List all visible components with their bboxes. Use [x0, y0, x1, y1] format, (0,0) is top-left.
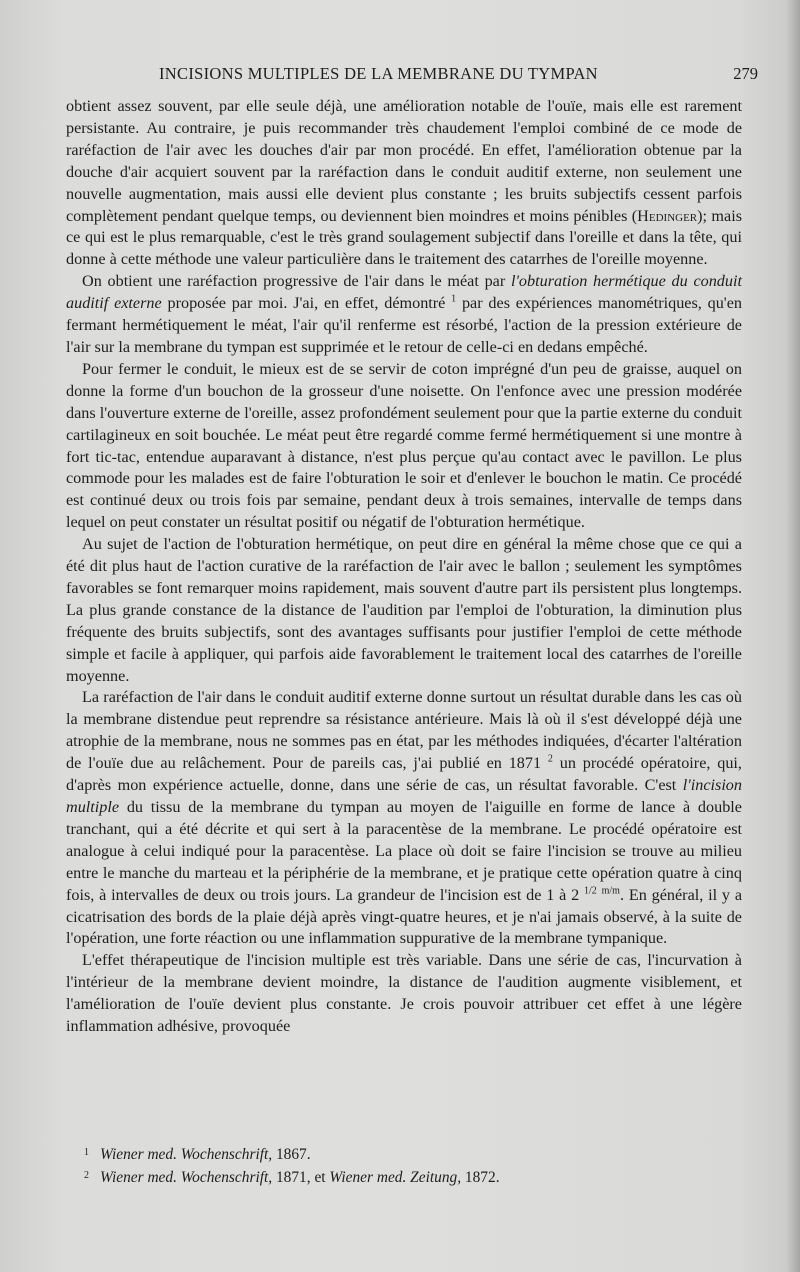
- footnote-2: [84, 1165, 724, 1188]
- paragraph-2-text-b: proposée par moi. J'ai, en effet, démontré: [161, 294, 452, 313]
- paragraph-5-text-d: . En général, il y a cicatrisation des bords de la plaie déjà après vingt-quatre heures, et je n'ai jamais observé, à la suite de l'opération, une forte réaction ou une inflammation suppurative de la membrane tympanique.: [66, 885, 742, 948]
- paragraph-3: Pour fermer le conduit, le mieux est de se servir de coton imprégné d'un peu de graisse, auquel on donne la forme d'un bouchon de la grosseur d'une noisette. On l'enfonce avec une pression modérée dans l'ouverture externe de l'oreille, assez profondément seulement pour que la partie externe du conduit cartilagineux en soit bouchée. Le méat peut être regardé comme fermé hermétiquement si une montre à fort tic-tac, entendue auparavant à distance, n'est plus perçue qu'au contact avec le pavillon. Le plus commode pour les malades est de faire l'obturation le soir et d'enlever le bouchon le matin. Ce procédé est continué deux ou trois fois par semaine, pendant deux à trois semaines, intervalle de temps dans lequel on peut constater un résultat positif ou négatif de l'obturation hermétique.: [66, 359, 743, 532]
- fraction-superscript: 1/2: [584, 885, 597, 897]
- author-name-hedinger: Hedinger: [637, 206, 698, 225]
- footnote-ref-2[interactable]: 2: [547, 753, 553, 765]
- footnotes: [84, 1142, 724, 1188]
- footnote-1: [84, 1142, 724, 1165]
- paragraph-2-text-c: par des expériences manométriques, qu'en fermant hermétiquement le méat, l'air qu'il renferme est résorbé, l'action de la pression extérieure de l'air sur la membrane du tympan est supprimée et le retour de celle-ci en dedans empêché.: [66, 294, 742, 356]
- footnote-2-mid: 1871, et: [272, 1169, 330, 1186]
- footnote-1-year: 1867.: [272, 1146, 311, 1163]
- running-head-title: INCISIONS MULTIPLES DE LA MEMBRANE DU TYMPAN: [159, 64, 598, 83]
- paragraph-5: [66, 687, 742, 950]
- footnote-2-journal-b: Wiener med. Zeitung,: [329, 1169, 462, 1186]
- footnote-ref-1[interactable]: 1: [451, 293, 457, 305]
- footnote-1-number: 1: [84, 1147, 89, 1158]
- paragraph-1-text-end: ); mais ce qui est le plus remarquable, c'est le très grand soulagement subjectif dans l'oreille et dans la tête, qui donne à cette méthode une valeur particulière dans le traitement des catarrhes de l'oreille moyenne.: [66, 206, 742, 269]
- page-number: 279: [733, 64, 758, 83]
- paragraph-2-italic: l'obturation hermétique du conduit auditif externe: [66, 272, 742, 313]
- footnote-1-journal: Wiener med. Wochenschrift,: [100, 1146, 273, 1163]
- footnote-2-journal-a: Wiener med. Wochenschrift,: [100, 1169, 273, 1186]
- body-text: [66, 96, 742, 1038]
- paragraph-4: Au sujet de l'action de l'obturation hermétique, on peut dire en général la même chose que ce qui a été dit plus haut de l'action curative de la raréfaction de l'air avec le ballon ; seulement les symptômes favorables se font remarquer moins rapidement, mais souvent d'autre part ils persistent plus longtemps. La plus grande constance de la distance de l'audition par l'emploi de l'obturation, la diminution plus fréquente des bruits subjectifs, sont des avantages suffisants pour justifier l'emploi de cette méthode simple et facile à appliquer, qui parfois aide favorablement le traitement local des catarrhes de l'oreille moyenne.: [66, 535, 742, 685]
- footnote-2-number: 2: [84, 1170, 89, 1181]
- paragraph-5-text-b: un procédé opératoire, qui, d'après mon expérience actuelle, donne, dans une série de cas, un résultat favorable. C'est: [66, 754, 742, 795]
- paragraph-1: [66, 96, 742, 271]
- paragraph-2: [66, 271, 742, 359]
- paragraph-2-text-a: On obtient une raréfaction progressive de l'air dans le méat par: [82, 272, 511, 291]
- running-head: [66, 64, 758, 88]
- footnote-2-year: 1872.: [461, 1169, 500, 1186]
- paragraph-6: L'effet thérapeutique de l'incision multiple est très variable. Dans une série de cas, l'incurvation à l'intérieur de la membrane devient moindre, la distance de l'audition augmente visiblement, et l'amélioration de l'ouïe devient plus constante. Je crois pouvoir attribuer cet effet à une légère inflammation adhésive, provoquée: [66, 951, 742, 1036]
- paragraph-5-text-c: du tissu de la membrane du tympan au moyen de l'aiguille en forme de lance à double tranchant, qui a été décrite et qui sert à la paracentèse de la membrane. Le procédé opératoire est analogue à celui indiqué pour la paracentèse. La place où doit se faire l'incision se trouve au milieu entre le manche du marteau et la périphérie de la membrane, et je pratique cette opération quatre à cinq fois, à intervalles de deux ou trois jours. La grandeur de l'incision est de 1 à 2: [66, 798, 742, 904]
- paragraph-1-text: obtient assez souvent, par elle seule déjà, une amélioration notable de l'ouïe, mais elle est rarement persistante. Au contraire, je puis recommander très chaudement l'emploi combiné de ce mode de raréfaction de l'air avec les douches d'air par mon procédé. En effet, l'amélioration obtenue par la douche d'air acquiert souvent par la raréfaction dans le conduit auditif externe, non seulement une nouvelle augmentation, mais aussi elle devient plus constante ; les bruits subjectifs cessent parfois complètement pendant quelque temps, ou deviennent bien moindres et moins pénibles (: [66, 97, 742, 225]
- unit-superscript: m/m: [601, 885, 620, 897]
- paragraph-5-italic: l'incision multiple: [66, 776, 742, 816]
- paragraph-5-text-a: La raréfaction de l'air dans le conduit auditif externe donne surtout un résultat durable dans les cas où la membrane distendue peut reprendre sa résistance antérieure. Mais là où il s'est développé déjà une atrophie de la membrane, nous ne sommes pas en état, par les méthodes indiquées, d'écarter l'altération de l'ouïe due au relâchement. Pour de pareils cas, j'ai publié en 1871: [66, 688, 742, 773]
